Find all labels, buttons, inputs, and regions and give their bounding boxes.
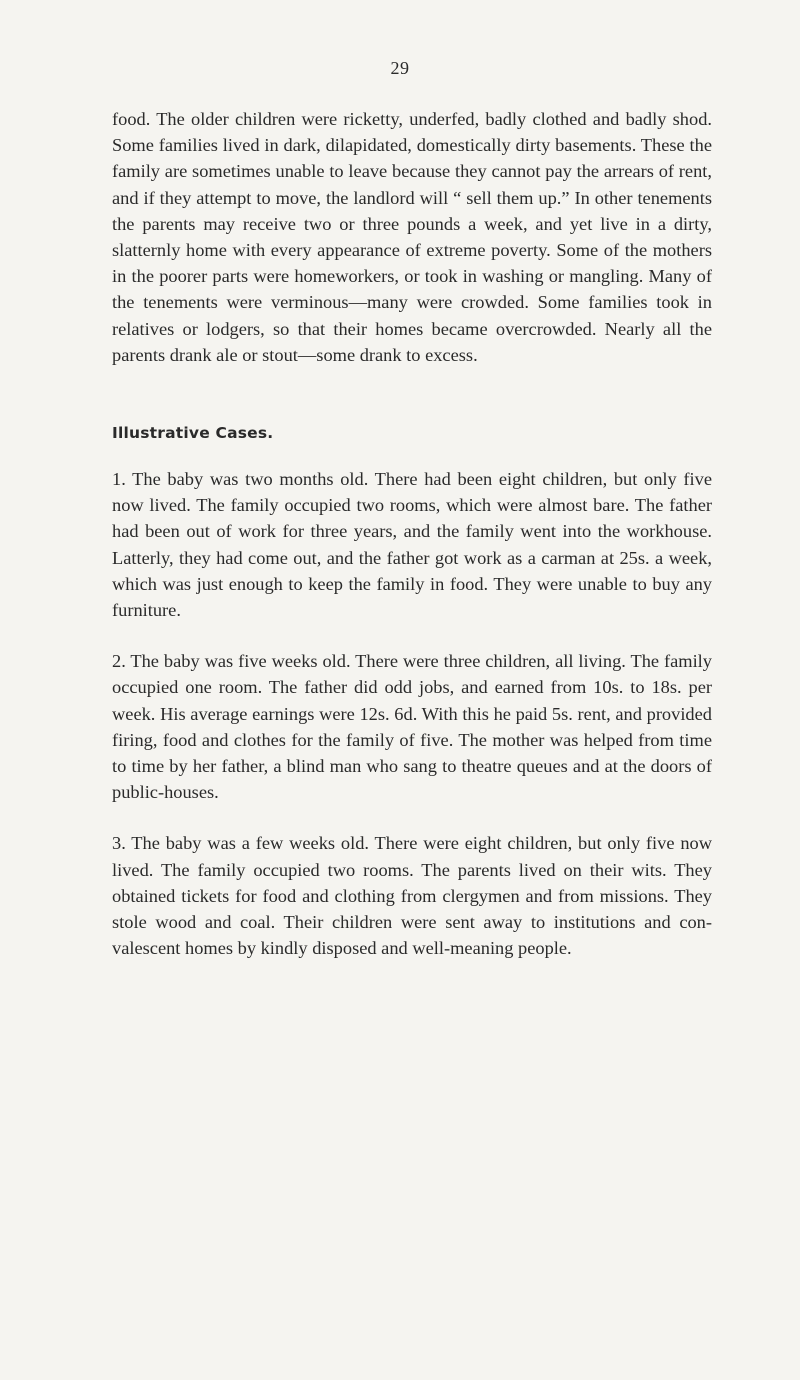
paragraph-gap bbox=[112, 805, 712, 830]
case-paragraph-2: 2. The baby was five weeks old. There were three children, all living. The family occupied one room. The father did odd jobs, and earned from 10s. to 18s. per week. His average earnings were 12s. 6d. With this he paid 5s. rent, and provided firing, food and clothes for the family of five. The mother was helped from time to time by her father, a blind man who sang to theatre queues and at the doors of public-houses. bbox=[112, 651, 712, 803]
case-paragraph-1: 1. The baby was two months old. There had been eight children, but only five now lived. The family occupied two rooms, which were almost bare. The father had been out of work for three years, and the family went into the workhouse. Latterly, they had come out, and the father got work as a carman at 25s. a week, which was just enough to keep the family in food. They were unable to buy any furniture. bbox=[112, 469, 712, 621]
case-paragraph-3: 3. The baby was a few weeks old. There were eight children, but only five now lived. The family occupied two rooms. The parents lived on their wits. They obtained tickets for food and clothing from clergymen and from missions. They stole wood and coal. Their children were sent away to institutions and convalescent homes by kindly disposed and well-meaning people. bbox=[112, 833, 712, 959]
page-number: 29 bbox=[390, 58, 410, 78]
opening-paragraph: food. The older children were ricketty, underfed, badly clothed and badly shod. Some families lived in dark, dilapidated, domestically dirty basements. These the family are sometimes unable to leave because they cannot pay the arrears of rent, and if they attempt to move, the landlord will “ sell them up.” In other tenements the parents may receive two or three pounds a week, and yet live in a dirty, slatternly home with every appearance of extreme poverty. Some of the mothers in the poorer parts were homeworkers, or took in washing or mangling. Many of the tenements were verminous—many were crowded. Some families took in relatives or lodgers, so that their homes became overcrowded. Nearly all the parents drank ale or stout—some drank to excess. bbox=[112, 109, 712, 365]
paragraph-gap bbox=[112, 623, 712, 648]
section-heading: Illustrative Cases. bbox=[112, 424, 274, 443]
page-body bbox=[112, 106, 712, 961]
